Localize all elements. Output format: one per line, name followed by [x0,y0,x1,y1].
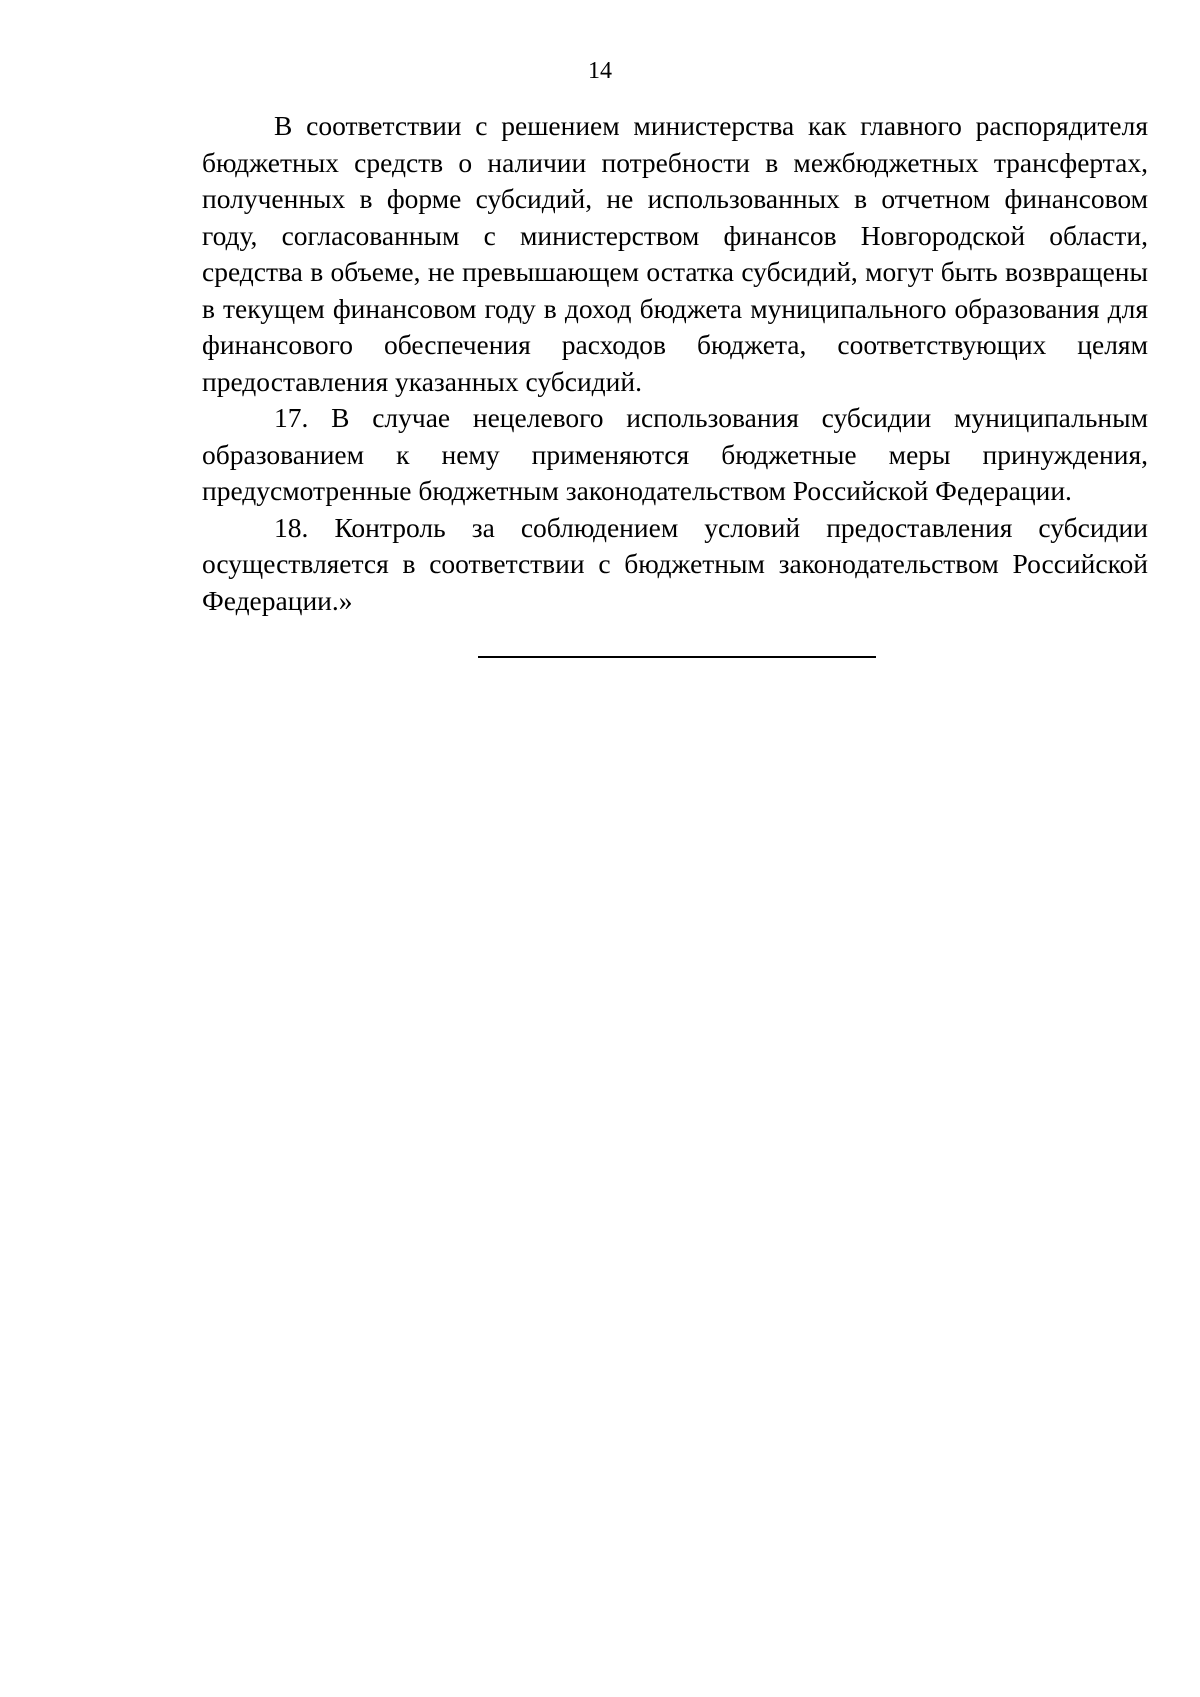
document-body [202,108,1148,619]
paragraph-refund-of-subsidy-balance: В соответствии с решением министерства как главного распорядителя бюджетных средств о наличии потребности в межбюджетных трансфертах, полученных в форме субсидий, не использованных в отчетном финансовом году, согласованным с министерством финансов Новгородской области, средства в объеме, не превышающем остатка субсидий, могут быть возвращены в текущем финансовом году в доход бюджета муниципального образования для финансового обеспечения расходов бюджета, соответствующих целям предоставления указанных субсидий. [202,110,1148,397]
end-of-document-line [478,656,876,658]
paragraph-18-control: 18. Контроль за соблюдением условий предоставления субсидии осуществляется в соответствии с бюджетным законодательством Российской Федерации.» [202,511,1148,616]
page-number: 14 [588,58,612,84]
paragraph-17-misuse-of-subsidy: 17. В случае нецелевого использования субсидии муниципальным образованием к нему применяются бюджетные меры принуждения, предусмотренные бюджетным законодательством Российской Федерации. [202,402,1148,506]
